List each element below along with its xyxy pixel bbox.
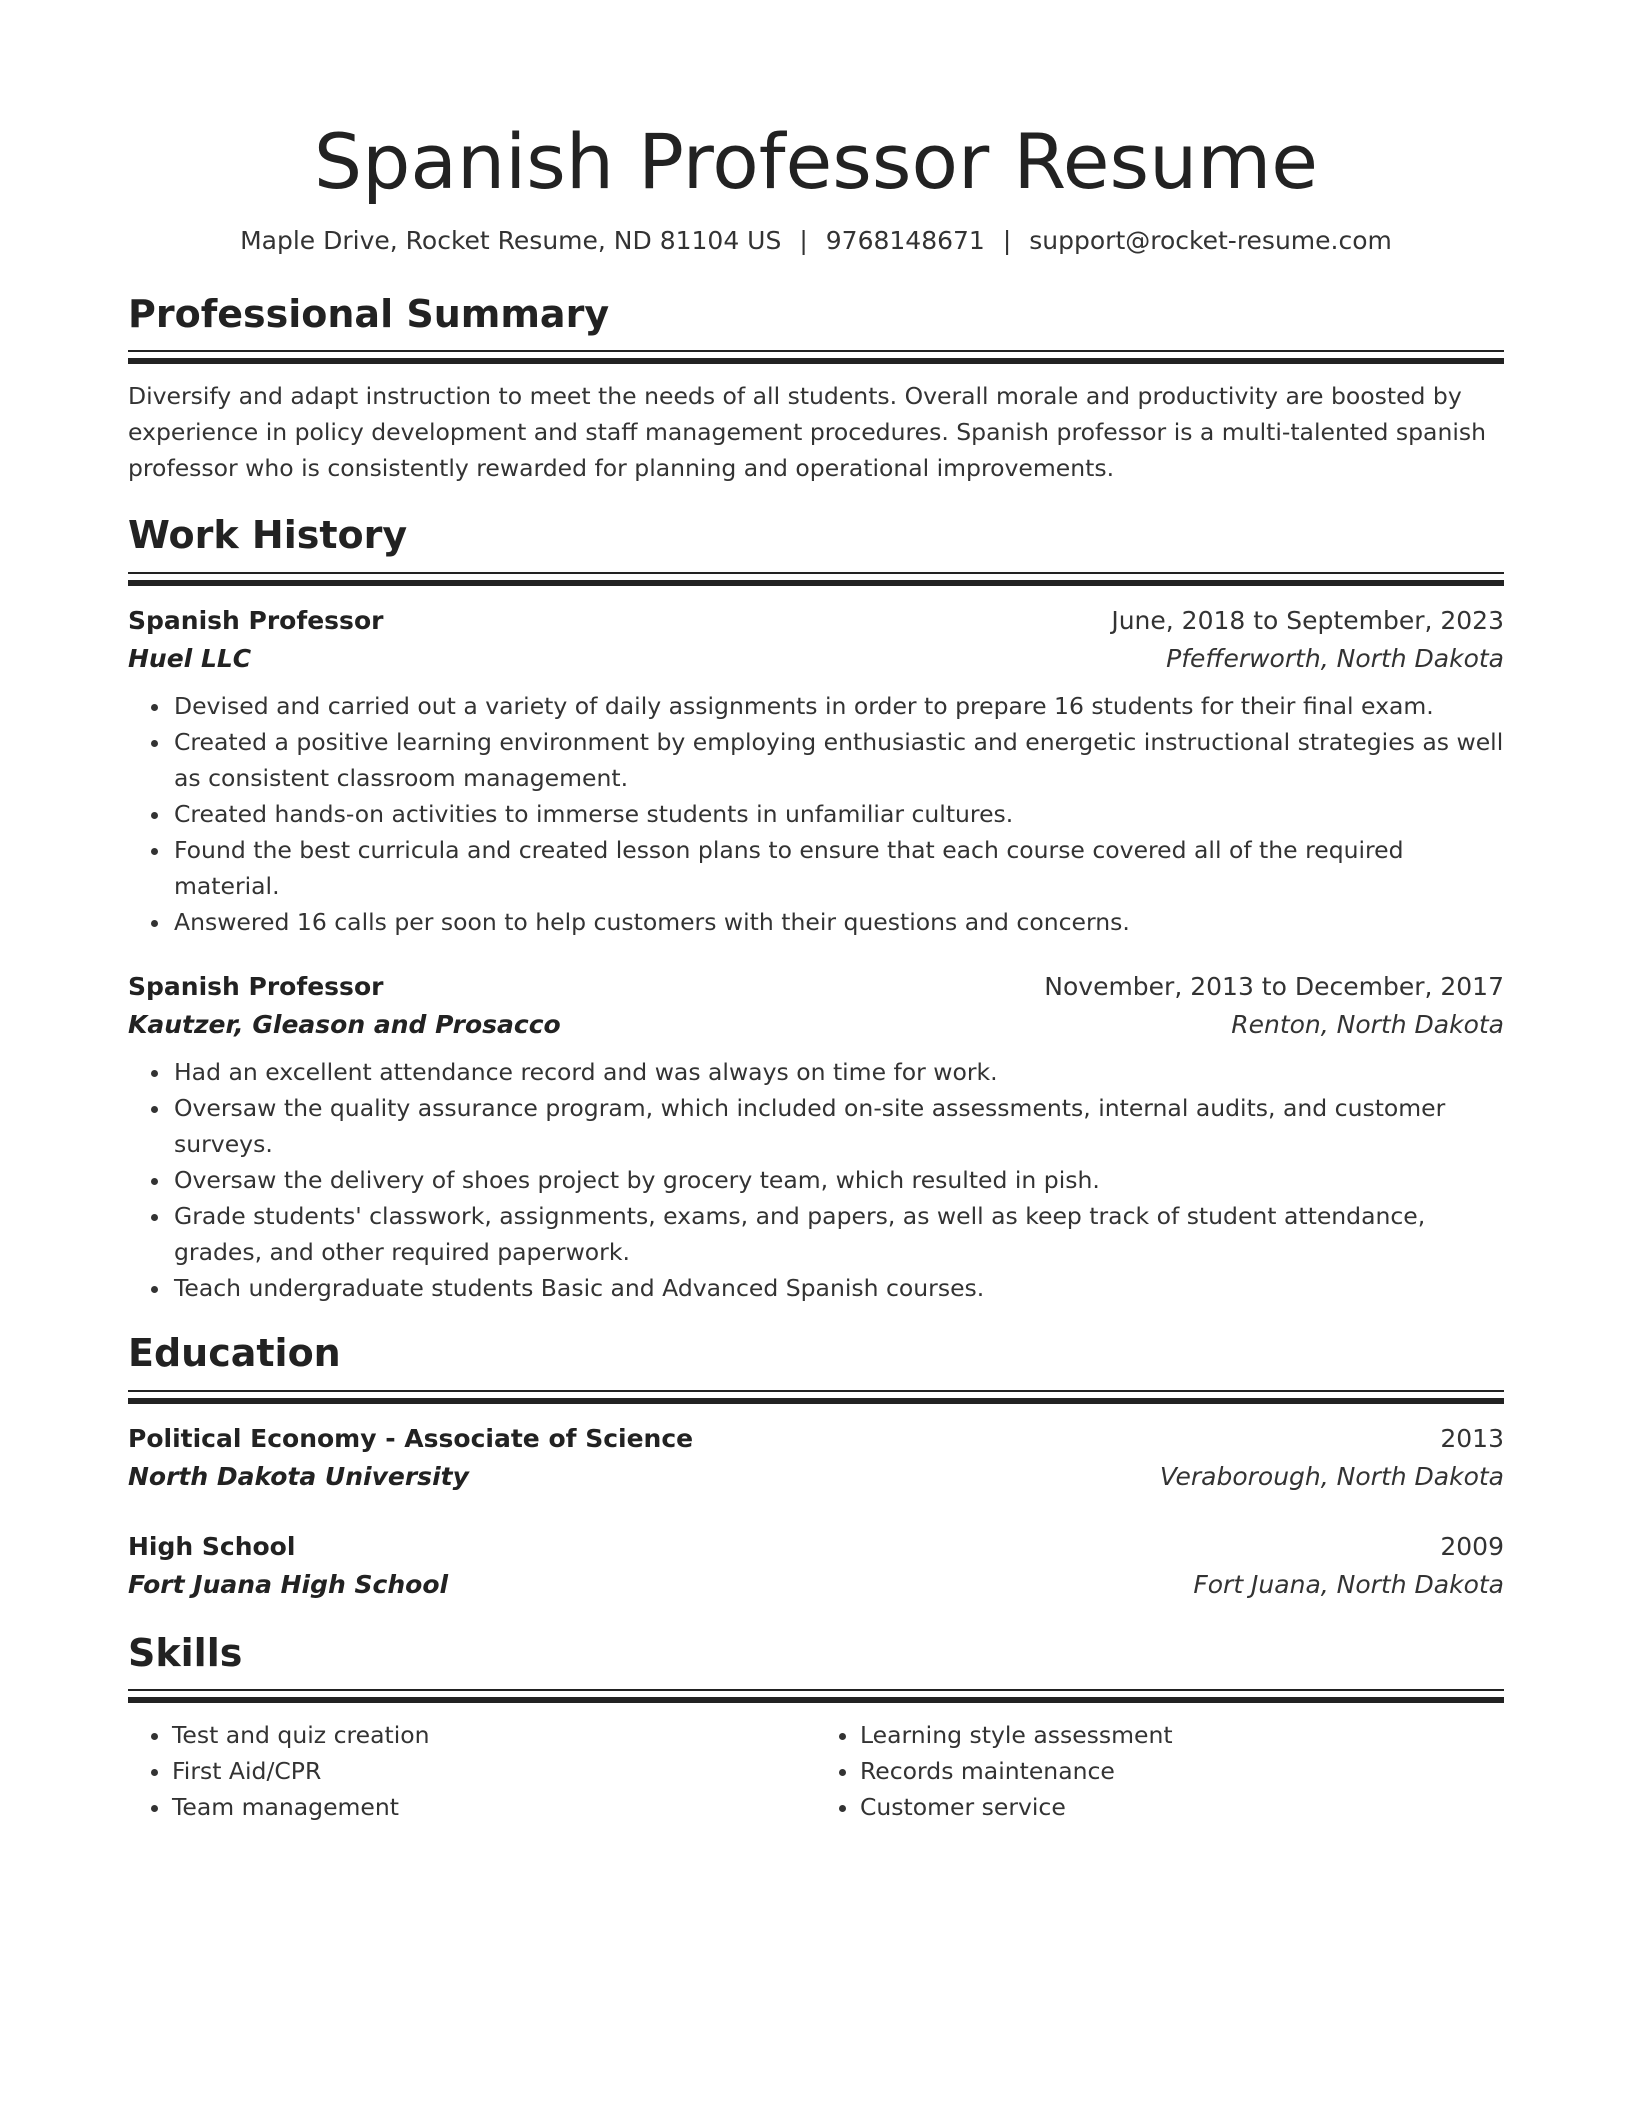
list-item: • Created hands-on activities to immerse students in unfamiliar cultures. xyxy=(172,796,1504,832)
section-divider-thick xyxy=(128,1697,1504,1703)
job-title: Spanish Professor xyxy=(128,971,384,1001)
job-duties-list xyxy=(128,1054,1504,1306)
job-company: Kautzer, Gleason and Prosacco xyxy=(128,1009,561,1039)
list-item: • Created a positive learning environment by employing enthusiastic and energetic instructional strategies as well as consistent classroom management. xyxy=(172,724,1504,796)
list-item: • Had an excellent attendance record and was always on time for work. xyxy=(172,1054,1504,1090)
skill-item: • Test and quiz creation xyxy=(172,1717,816,1753)
job-dates: November, 2013 to December, 2017 xyxy=(1044,971,1504,1001)
job-entry xyxy=(128,968,1504,1306)
job-entry xyxy=(128,602,1504,940)
education-year: 2009 xyxy=(1440,1531,1504,1561)
job-duties-list xyxy=(128,688,1504,940)
list-item: • Teach undergraduate students Basic and Advanced Spanish courses. xyxy=(172,1270,1504,1306)
skills-list-right xyxy=(816,1717,1504,1825)
job-title: Spanish Professor xyxy=(128,605,384,635)
education-entry xyxy=(128,1528,1504,1604)
education-section xyxy=(128,1332,1504,1604)
section-divider-thin xyxy=(128,1390,1504,1392)
contact-separator: | xyxy=(1002,225,1012,255)
section-divider-thick xyxy=(128,358,1504,364)
skill-item: • Learning style assessment xyxy=(860,1717,1504,1753)
contact-line xyxy=(128,226,1504,255)
job-company: Huel LLC xyxy=(128,643,252,673)
education-degree: High School xyxy=(128,1531,296,1561)
list-item: • Grade students' classwork, assignments, exams, and papers, as well as keep track of student attendance, grades, and other required paperwork. xyxy=(172,1198,1504,1270)
job-location: Renton, North Dakota xyxy=(1231,1009,1504,1039)
list-item: • Answered 16 calls per soon to help customers with their questions and concerns. xyxy=(172,904,1504,940)
skills-list-left xyxy=(128,1717,816,1825)
section-divider-thin xyxy=(128,572,1504,574)
contact-address: Maple Drive, Rocket Resume, ND 81104 US xyxy=(240,225,782,255)
job-dates: June, 2018 to September, 2023 xyxy=(1111,605,1504,635)
job-location: Pfefferworth, North Dakota xyxy=(1166,643,1504,673)
skill-item: • Team management xyxy=(172,1789,816,1825)
work-history-section xyxy=(128,514,1504,1306)
education-entry xyxy=(128,1420,1504,1496)
list-item: • Found the best curricula and created lesson plans to ensure that each course covered all of the required material. xyxy=(172,832,1504,904)
list-item: • Devised and carried out a variety of daily assignments in order to prepare 16 students for their final exam. xyxy=(172,688,1504,724)
list-item: • Oversaw the quality assurance program, which included on-site assessments, internal audits, and customer surveys. xyxy=(172,1090,1504,1162)
summary-heading: Professional Summary xyxy=(128,291,610,336)
summary-section xyxy=(128,293,1504,487)
contact-phone: 9768148671 xyxy=(825,225,985,255)
education-school: Fort Juana High School xyxy=(128,1569,449,1599)
work-history-heading: Work History xyxy=(128,513,408,558)
section-divider-thin xyxy=(128,1689,1504,1691)
section-divider-thick xyxy=(128,1398,1504,1404)
skills-grid xyxy=(128,1717,1504,1825)
resume-title: Spanish Professor Resume xyxy=(313,117,1319,206)
skill-item: • First Aid/CPR xyxy=(172,1753,816,1789)
section-divider-thick xyxy=(128,580,1504,586)
skill-item: • Records maintenance xyxy=(860,1753,1504,1789)
education-degree: Political Economy - Associate of Science xyxy=(128,1423,694,1453)
section-divider-thin xyxy=(128,350,1504,352)
education-school: North Dakota University xyxy=(128,1461,469,1491)
contact-separator: | xyxy=(799,225,808,255)
skill-item: • Customer service xyxy=(860,1789,1504,1825)
skills-heading: Skills xyxy=(128,1630,243,1675)
education-location: Veraborough, North Dakota xyxy=(1159,1461,1504,1491)
contact-email: support@rocket-resume.com xyxy=(1029,225,1392,255)
skills-section xyxy=(128,1632,1504,1826)
education-location: Fort Juana, North Dakota xyxy=(1193,1569,1504,1599)
list-item: • Oversaw the delivery of shoes project by grocery team, which resulted in pish. xyxy=(172,1162,1504,1198)
education-year: 2013 xyxy=(1440,1423,1504,1453)
summary-text: Diversify and adapt instruction to meet the needs of all students. Overall morale and productivity are boosted by experience in policy development and staff management procedures. Spanish professor is a multi-talented spanish professor who is consistently rewarded for planning and operational improvements. xyxy=(128,382,1487,483)
education-heading: Education xyxy=(128,1330,341,1375)
